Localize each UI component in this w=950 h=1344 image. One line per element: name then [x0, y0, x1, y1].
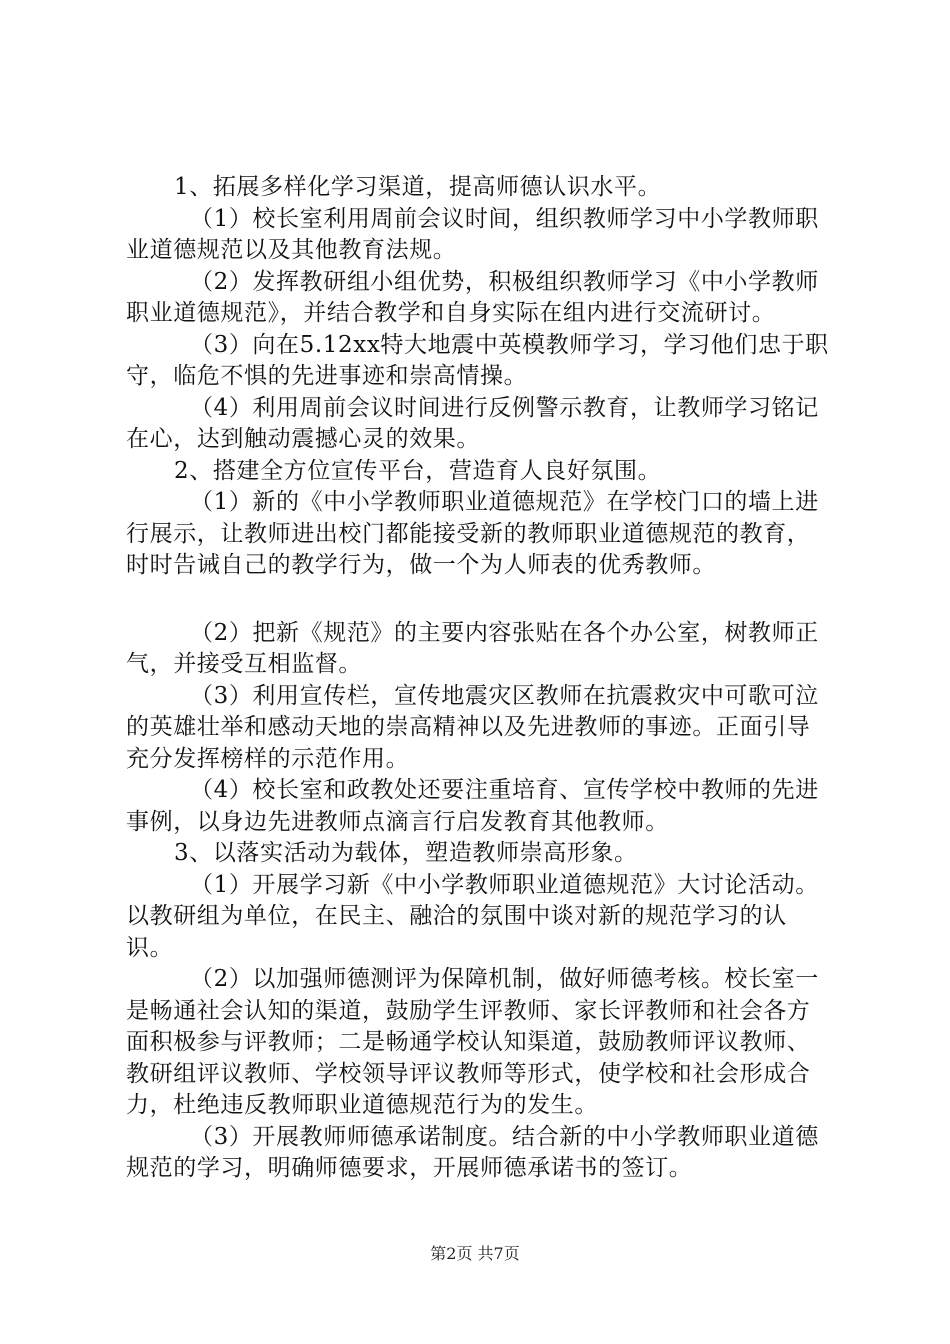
paragraph-2-3: （3）利用宣传栏，宣传地震灾区教师在抗震救灾中可歌可泣的英雄壮举和感动天地的崇高精神以及先进教师的事迹。正面引导充分发挥榜样的示范作用。	[126, 682, 819, 772]
paragraph-2-1: （1）新的《中小学教师职业道德规范》在学校门口的墙上进行展示，让教师进出校门都能接受新的教师职业道德规范的教育，时时告诫自己的教学行为，做一个为人师表的优秀教师。	[126, 489, 819, 578]
paragraph-3-3: （3）开展教师师德承诺制度。结合新的中小学教师职业道德规范的学习，明确师德要求，开展师德承诺书的签订。	[126, 1123, 819, 1181]
blank-line	[126, 582, 830, 618]
paragraph-2-2: （2）把新《规范》的主要内容张贴在各个办公室，树教师正气，并接受互相监督。	[126, 619, 819, 677]
paragraph-1-2: （2）发挥教研组小组优势，积极组织教师学习《中小学教师职业道德规范》，并结合教学和自身实际在组内进行交流研讨。	[126, 268, 819, 326]
section-heading-2: 2、搭建全方位宣传平台，营造育人良好氛围。	[174, 457, 662, 484]
paragraph-3-1: （1）开展学习新《中小学教师职业道德规范》大讨论活动。以教研组为单位，在民主、融洽的氛围中谈对新的规范学习的认识。	[126, 871, 819, 961]
document-body	[126, 172, 830, 1185]
section-heading-1: 1、拓展多样化学习渠道，提高师德认识水平。	[174, 174, 662, 200]
paragraph-2-4: （4）校长室和政教处还要注重培育、宣传学校中教师的先进事例，以身边先进教师点滴言行启发教育其他教师。	[126, 777, 819, 835]
section-heading-3: 3、以落实活动为载体，塑造教师崇高形象。	[174, 840, 638, 866]
paragraph-1-4: （4）利用周前会议时间进行反例警示教育，让教师学习铭记在心，达到触动震撼心灵的效果。	[126, 394, 819, 452]
page-number-footer: 第2页 共7页	[430, 1244, 520, 1263]
paragraph-3-2: （2）以加强师德测评为保障机制，做好师德考核。校长室一是畅通社会认知的渠道，鼓励学生评教师、家长评教师和社会各方面积极参与评教师；二是畅通学校认知渠道，鼓励教师评议教师、教研组评议教师、学校领导评议教师等形式，使学校和社会形成合力，杜绝违反教师职业道德规范行为的发生。	[126, 966, 819, 1118]
paragraph-1-3: （3）向在5.12xx特大地震中英模教师学习，学习他们忠于职守，临危不惧的先进事迹和崇高情操。	[126, 331, 829, 389]
paragraph-1-1: （1）校长室利用周前会议时间，组织教师学习中小学教师职业道德规范以及其他教育法规。	[126, 205, 819, 263]
